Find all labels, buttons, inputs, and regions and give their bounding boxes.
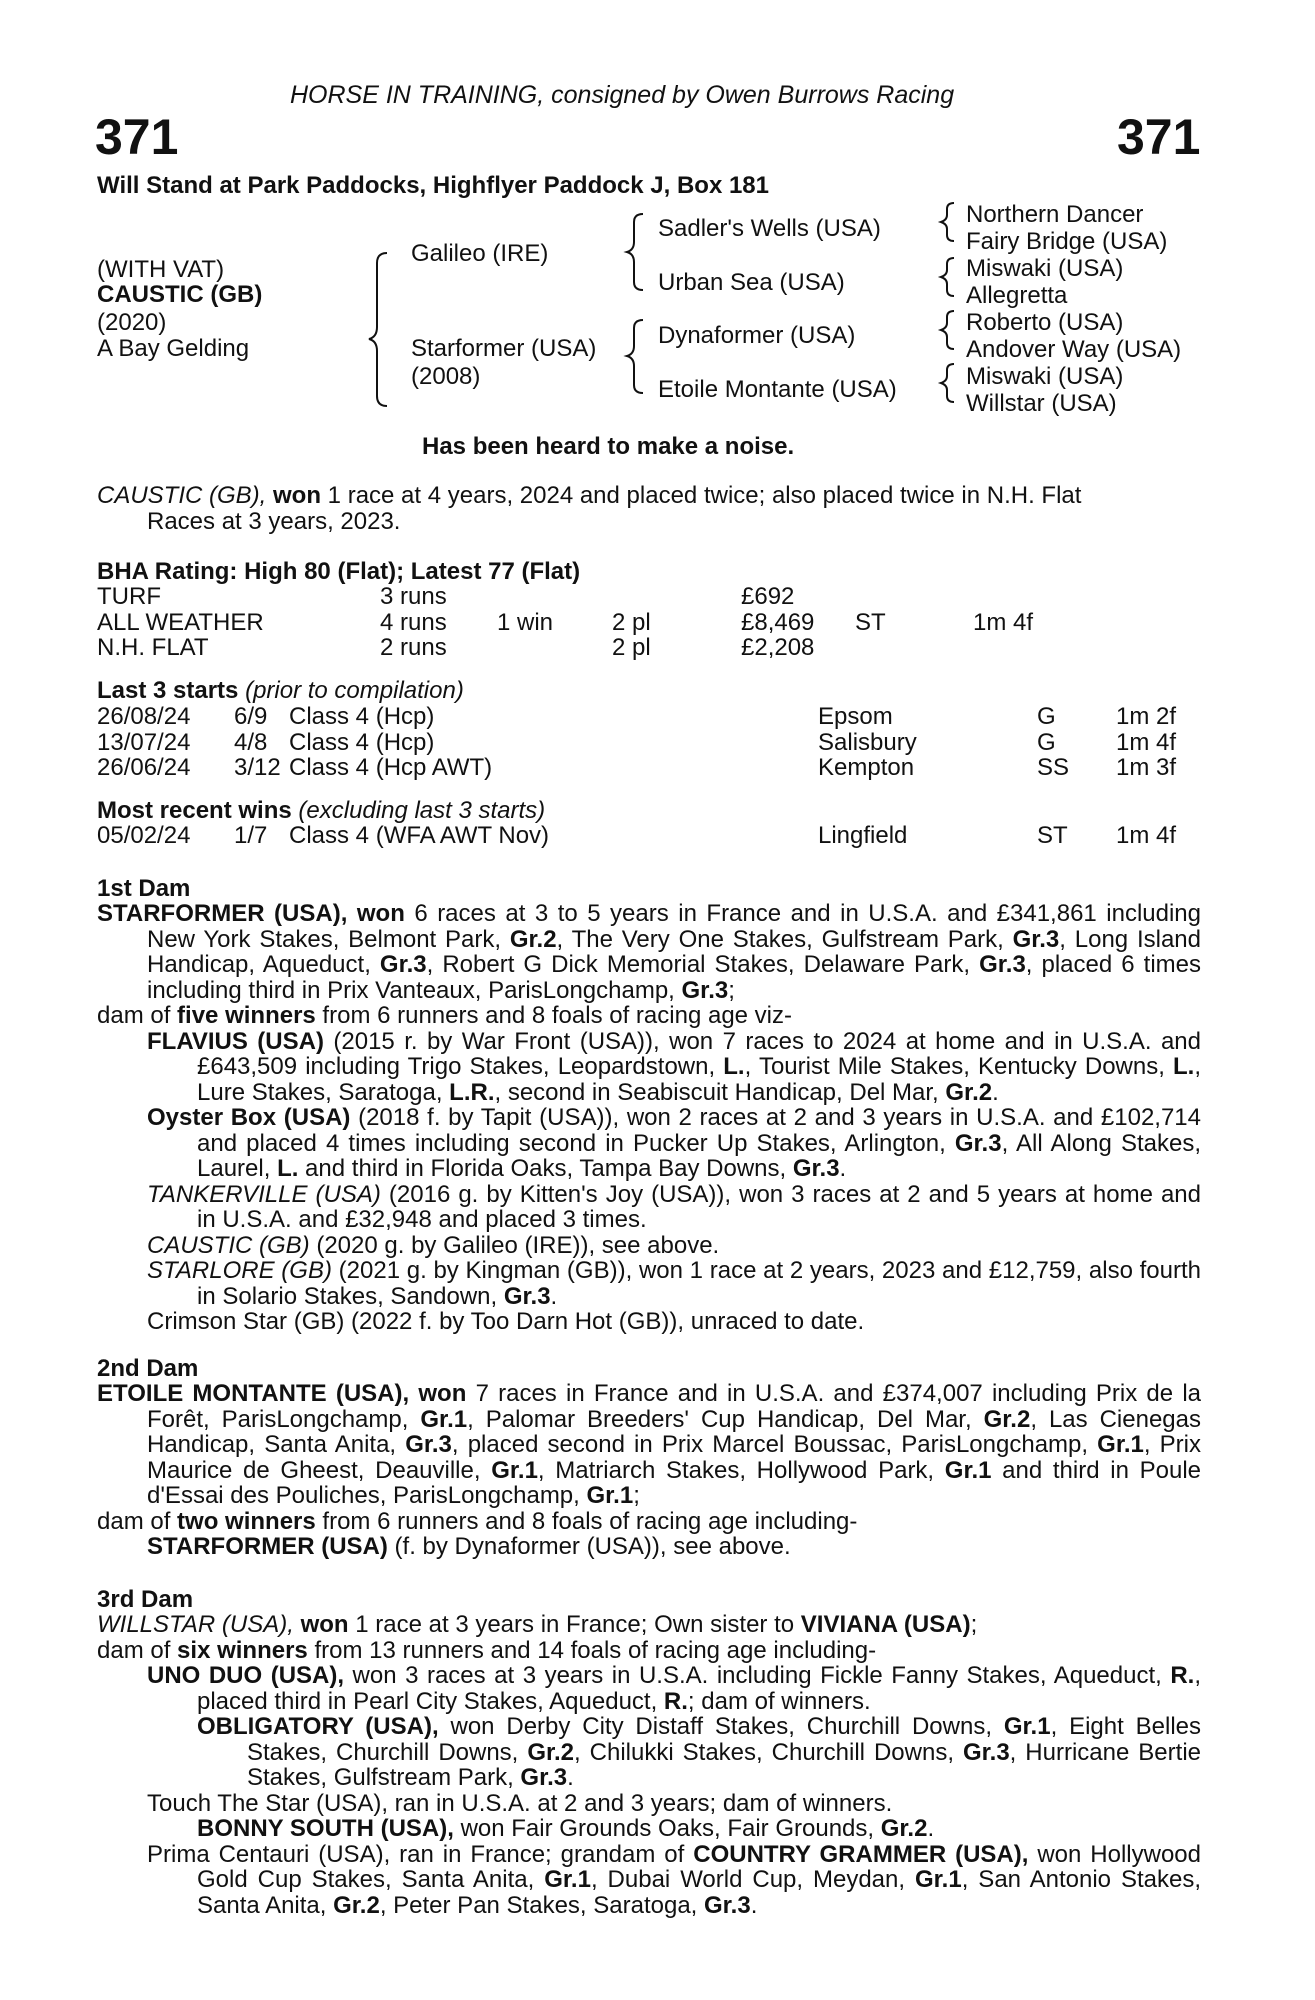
dam1-produce-line: dam of five winners from 6 runners and 8 foals of racing age viz- [97,1002,793,1029]
last3-pos: 3/12 [234,754,281,781]
pedigree-sire-dam: Urban Sea (USA) [658,269,845,296]
pedigree-dd-dam: Willstar (USA) [966,390,1117,417]
rating-row [97,635,1217,661]
pedigree-dam-dam: Etoile Montante (USA) [658,376,897,403]
rating-row [97,584,1217,610]
bha-rating-title: BHA Rating: High 80 (Flat); Latest 77 (Flat) [97,558,581,585]
rating-going: ST [855,608,886,636]
summary-horse-name: CAUSTIC (GB), [97,482,267,509]
rating-dist: 1m 4f [973,608,1034,636]
pedigree-dd-sire: Miswaki (USA) [966,363,1124,390]
last3-dist: 1m 4f [1116,728,1177,756]
dam1-foal-crimson-star: Crimson Star (GB) (2022 f. by Too Darn Hot (GB)), unraced to date. [147,1308,865,1335]
pedigree-sd-sire: Miswaki (USA) [966,255,1124,282]
recent-dist: 1m 4f [1116,822,1177,849]
dam2-record: ETOILE MONTANTE (USA), won 7 races in France and in U.S.A. and £374,007 including Prix de la Forêt, ParisLongchamp, Gr.1, Palomar Breeders' Cup Handicap, Del Mar, Gr.2, Las Cienegas Handicap, Santa Anita, Gr.3, placed second in Prix Marcel Boussac, ParisLongchamp, Gr.1, Prix Maurice de Gheest, Deauville, Gr.1, Matriarch Stakes, Hollywood Park, Gr.1 and third in Poule d'Essai des Pouliches, ParisLongchamp, Gr.1; [97,1380,1201,1509]
last3-row [97,730,1217,756]
last3-title: Last 3 starts [97,677,239,704]
dam1-foal-flavius: FLAVIUS (USA) (2015 r. by War Front (USA)), won 7 races to 2024 at home and in U.S.A. and £643,509 including Trigo Stakes, Leopardstown, L., Tourist Mile Stakes, Kentucky Downs, L., Lure Stakes, Saratoga, L.R., second in Seabiscuit Handicap, Del Mar, Gr.2. [147,1027,1202,1106]
dam1-foal-caustic: CAUSTIC (GB) (2020 g. by Galileo (IRE)), see above. [147,1231,720,1259]
horse-name: CAUSTIC (GB) [97,281,263,308]
recent-course: Lingfield [818,822,908,849]
rating-money: £2,208 [741,634,815,661]
last3-course: Kempton [818,754,915,781]
lot-number-left: 371 [95,109,179,165]
dam1-won: won [356,900,405,927]
last3-dist: 1m 2f [1116,703,1177,730]
horse-description: A Bay Gelding [97,335,250,362]
dam1-foal-oyster-box: Oyster Box (USA) (2018 f. by Tapit (USA)), won 2 races at 2 and 3 years in U.S.A. and £102,714 and placed 4 times including second in Pucker Up Stakes, Arlington, Gr.3, All Along Stakes, Laurel, L. and third in Florida Oaks, Tampa Bay Downs, Gr.3. [147,1104,1201,1182]
last3-note: (prior to compilation) [245,677,464,704]
recent-title: Most recent wins [97,797,292,824]
dam1-section [97,901,1201,1335]
rating-placed: 2 pl [612,634,651,661]
consignment-line: HORSE IN TRAINING, consigned by Owen Burrows Racing [290,81,955,109]
dam3-produce-line: dam of six winners from 13 runners and 14 foals of racing age including- [97,1636,877,1664]
last3-pos: 4/8 [234,728,268,756]
recent-row [97,823,1217,849]
last3-going: SS [1037,754,1070,781]
dam2-produce-line: dam of two winners from 6 runners and 8 foals of racing age including- [97,1507,858,1535]
last3-pos: 6/9 [234,703,268,730]
dam1-name: STARFORMER (USA), [97,900,348,927]
dam2-title: 2nd Dam [97,1355,199,1382]
last3-heading [97,678,464,704]
race-summary [97,483,1201,534]
rating-row [97,610,1217,636]
rating-placed: 2 pl [612,608,651,636]
summary-won: won [273,482,322,509]
dam1-title: 1st Dam [97,875,191,902]
rating-runs: 3 runs [380,583,447,610]
horse-year: (2020) [97,309,167,336]
dam3-foal-touch-the-star: Touch The Star (USA), ran in U.S.A. at 2 and 3 years; dam of winners. [147,1789,893,1817]
rating-surface: ALL WEATHER [97,608,264,636]
last3-going: G [1037,728,1056,756]
rating-runs: 4 runs [380,608,447,636]
lot-number-right: 371 [1117,109,1201,165]
recent-race: Class 4 (WFA AWT Nov) [289,822,550,849]
dam1-foal-starlore: STARLORE (GB) (2021 g. by Kingman (GB)), won 1 race at 2 years, 2023 and £12,759, also fourth in Solario Stakes, Sandown, Gr.3. [147,1257,1201,1310]
pedigree-sire: Galileo (IRE) [411,240,549,267]
summary-line1: 1 race at 4 years, 2024 and placed twice; also placed twice in N.H. Flat [321,482,1082,509]
dam3-foal-uno-duo: UNO DUO (USA), won 3 races at 3 years in U.S.A. including Fickle Fanny Stakes, Aqueduct, R., placed third in Pearl City Stakes, Aqueduct, R.; dam of winners. [147,1662,1201,1715]
dam2-section [97,1381,1201,1560]
pedigree-sire-sire: Sadler's Wells (USA) [658,215,881,242]
pedigree-ds-sire: Roberto (USA) [966,309,1124,336]
last3-course: Epsom [818,703,893,730]
last3-dist: 1m 3f [1116,754,1177,781]
pedigree-sd-dam: Allegretta [966,282,1068,309]
last3-course: Salisbury [818,728,917,756]
last3-race: Class 4 (Hcp) [289,703,435,730]
rating-wins: 1 win [497,608,554,636]
last3-going: G [1037,703,1056,730]
recent-pos: 1/7 [234,822,268,849]
last3-date: 26/06/24 [97,754,191,781]
dam1-foal-tankerville: TANKERVILLE (USA) (2016 g. by Kitten's Joy (USA)), won 3 races at 2 and 5 years at home and in U.S.A. and £32,948 and placed 3 times. [147,1180,1201,1233]
dam3-section [97,1612,1201,1918]
last3-date: 13/07/24 [97,728,191,756]
last3-row [97,704,1217,730]
last3-race: Class 4 (Hcp) [289,728,435,756]
dam2-foal-starformer: STARFORMER (USA) (f. by Dynaformer (USA)), see above. [147,1533,791,1560]
dam3-grandfoal-bonny-south: BONNY SOUTH (USA), won Fair Grounds Oaks, Fair Grounds, Gr.2. [197,1815,935,1842]
rating-surface: TURF [97,583,161,610]
pedigree-dam-year: (2008) [411,363,481,390]
rating-surface: N.H. FLAT [97,634,209,661]
rating-money: £692 [741,583,795,610]
noise-note: Has been heard to make a noise. [422,433,795,460]
location-line: Will Stand at Park Paddocks, Highflyer Paddock J, Box 181 [97,172,769,199]
last3-row [97,755,1217,781]
dam3-foal-prima-centauri: Prima Centauri (USA), ran in France; grandam of COUNTRY GRAMMER (USA), won Hollywood Gold Cup Stakes, Santa Anita, Gr.1, Dubai World Cup, Meydan, Gr.1, San Antonio Stakes, Santa Anita, Gr.2, Peter Pan Stakes, Saratoga, Gr.3. [147,1840,1202,1919]
pedigree-dam-sire: Dynaformer (USA) [658,322,856,349]
rating-money: £8,469 [741,608,815,636]
pedigree-dam: Starformer (USA) [411,335,597,362]
dam1-record: STARFORMER (USA), won 6 races at 3 to 5 years in France and in U.S.A. and £341,861 including New York Stakes, Belmont Park, Gr.2, The Very One Stakes, Gulfstream Park, Gr.3, Long Island Handicap, Aqueduct, Gr.3, Robert G Dick Memorial Stakes, Delaware Park, Gr.3, placed 6 times including third in Prix Vanteaux, ParisLongchamp, Gr.3; [97,900,1201,1004]
pedigree-ss-sire: Northern Dancer [966,201,1144,228]
vat-note: (WITH VAT) [97,256,225,283]
rating-runs: 2 runs [380,634,447,661]
recent-heading [97,798,545,824]
last3-race: Class 4 (Hcp AWT) [289,754,493,781]
recent-going: ST [1037,822,1068,849]
dam3-title: 3rd Dam [97,1586,194,1613]
summary-line2: Races at 3 years, 2023. [147,507,401,535]
recent-note: (excluding last 3 starts) [298,797,546,824]
last3-date: 26/08/24 [97,703,191,730]
recent-date: 05/02/24 [97,822,191,849]
dam3-grandfoal-obligatory: OBLIGATORY (USA), won Derby City Distaff Stakes, Churchill Downs, Gr.1, Eight Belles Stakes, Churchill Downs, Gr.2, Chilukki Stakes, Churchill Downs, Gr.3, Hurricane Bertie Stakes, Gulfstream Park, Gr.3. [197,1713,1202,1791]
pedigree-ss-dam: Fairy Bridge (USA) [966,228,1168,255]
pedigree-ds-dam: Andover Way (USA) [966,336,1182,363]
dam3-record: WILLSTAR (USA), won 1 race at 3 years in France; Own sister to VIVIANA (USA); [97,1611,978,1638]
